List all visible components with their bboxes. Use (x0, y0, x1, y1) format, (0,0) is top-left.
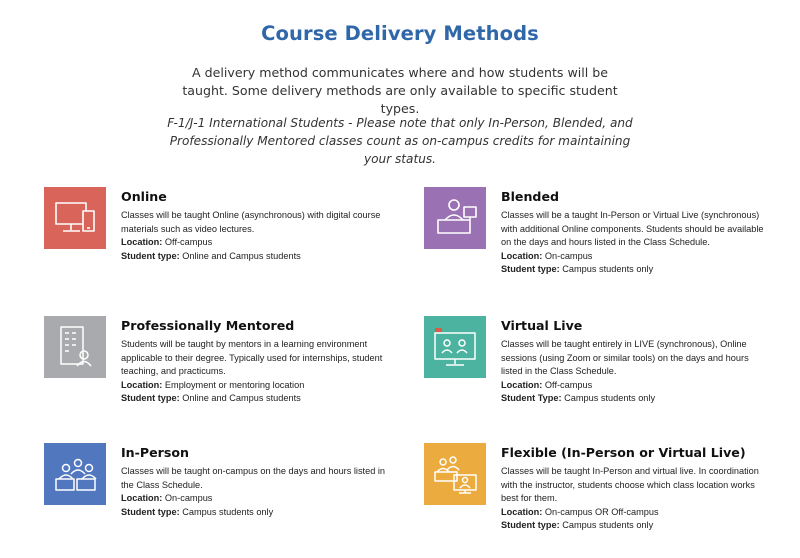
method-description: Classes will be taught on-campus on the days and hours listed in the Class Schedule. (121, 466, 386, 490)
method-description: Students will be taught by mentors in a learning environment applicable to their degree. Typically used for internships, student teaching, and practicums. (121, 339, 383, 376)
classroom-group-icon (44, 443, 106, 505)
method-student-type: Student Type: Campus students only (501, 393, 656, 403)
method-student-type: Student type: Online and Campus students (121, 393, 301, 403)
person-at-desk-monitor-icon (424, 187, 486, 249)
method-location: Location: Off-campus (121, 237, 213, 247)
method-name: Online (121, 189, 167, 204)
method-name: Virtual Live (501, 318, 583, 333)
international-students-note: F-1/J-1 International Students - Please note that only In-Person, Blended, and Professionally Mentored classes count as on-campus credits for maintaining your status. (167, 116, 633, 166)
method-name: Flexible (In-Person or Virtual Live) (501, 445, 746, 460)
building-person-icon (44, 316, 106, 378)
page-title: Course Delivery Methods (261, 22, 539, 45)
method-description: Classes will be taught entirely in LIVE (synchronous), Online sessions (using Zoom or similar tools) on the days and hours listed in the Class Schedule. (501, 339, 749, 376)
method-location: Location: On-campus OR Off-campus (501, 506, 659, 517)
method-location: Location: Off-campus (501, 379, 593, 390)
method-name: In-Person (121, 445, 189, 460)
live-video-screen-icon (424, 316, 486, 378)
method-student-type: Student type: Campus students only (501, 520, 654, 530)
method-location: Location: On-campus (501, 250, 593, 261)
computer-devices-icon (44, 187, 106, 249)
method-location: Location: On-campus (121, 493, 213, 503)
classroom-and-screen-icon (424, 443, 486, 505)
intro-text: A delivery method communicates where and how students will be taught. Some delivery methods are only available to specific student types. (182, 65, 618, 116)
method-name: Professionally Mentored (121, 318, 295, 333)
method-student-type: Student type: Campus students only (501, 264, 654, 274)
method-name: Blended (501, 189, 559, 204)
method-student-type: Student type: Online and Campus students (121, 250, 301, 261)
method-description: Classes will be a taught In-Person or Virtual Live (synchronous) with additional Online components. Students should be available on the days and hours listed in the Class Schedule. (501, 210, 764, 247)
method-student-type: Student type: Campus students only (121, 506, 274, 517)
method-description: Classes will be taught Online (asynchronous) with digital course materials such as video lectures. (121, 210, 381, 234)
method-location: Location: Employment or mentoring location (121, 379, 305, 390)
method-description: Classes will be taught In-Person and virtual live. In coordination with the instructor, students choose which class location works best for them. (501, 466, 759, 503)
